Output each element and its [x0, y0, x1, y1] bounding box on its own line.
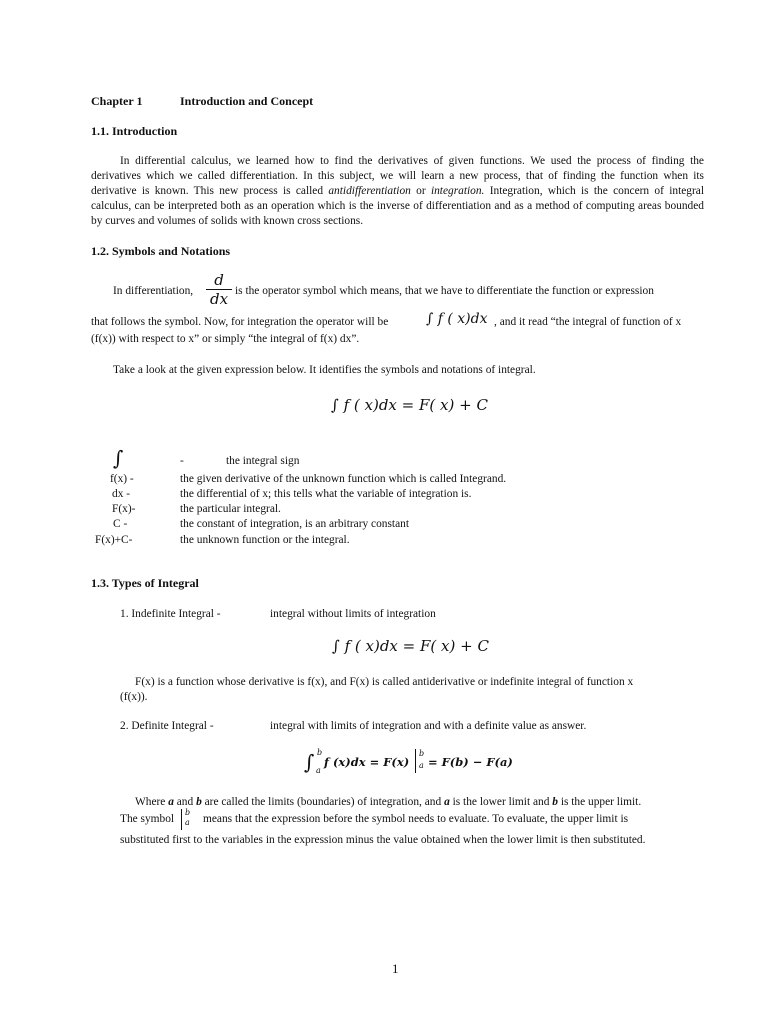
definite-desc: integral with limits of integration and with a definite value as answer. — [270, 720, 587, 732]
legend-desc: the unknown function or the integral. — [180, 534, 350, 546]
symbols-text-2a: that follows the symbol. Now, for integration the operator will be — [91, 316, 389, 328]
derivative-operator: d dx — [206, 272, 232, 307]
legend-desc: the differential of x; this tells what the variable of integration is. — [180, 488, 472, 500]
integral-operator: ∫ f ( x)dx — [426, 311, 488, 327]
evaluation-bar-symbol: b a — [181, 809, 195, 831]
symbols-text-1b: is the operator symbol which means, that we have to differentiate the function or expression — [235, 285, 654, 297]
page-number: 1 — [392, 961, 399, 976]
symbols-text-2b: , and it read “the integral of function of x — [494, 316, 682, 328]
integral-equation: ∫ f ( x)dx = F( x) + C — [331, 396, 488, 414]
legend-desc: the particular integral. — [180, 503, 281, 515]
legend-symbol: f(x) - — [110, 473, 134, 485]
document-page: Chapter 1 Introduction and Concept 1.1. Introduction In differential calculus, we learned how to find the derivatives of given functions. We used the process of finding the derivatives which we called differentiation. In this subject, we will learn a new process, that of finding the function when its derivative is known. This new process is called antidifferentiation or integration. Integration, which is the concern of integral calculus, can be interpreted both as an operation which is the inverse of differentiation and as a method of computing areas bounded by curves and volumes of solids with known cross sections. 1.2. Symbols and Notations In differentiation, d dx is the operator symbol which means, that we have to differentiate the function or expression that follows the symbol. Now, for integration the operator will be ∫ f ( x)dx , and it read “the integral of function of x (f(x)) with respect to x” or simply “the integral of f(x) dx”. Take a look at the given expression below. It identifies the symbols and notations of integral. ∫ f ( x)dx = F( x) + C ∫ - the integral sign f(x) - the given derivative of the unknown function which is called Integrand. dx - the differential of x; this tells what the variable of integration is. F(x)- the particular integral. C - the constant of integration, is an arbitrary constant F(x)+C- the unknown function or the integral. 1.3. Types of Integral 1. Indefinite Integral - integral without limits of integration ∫ f ( x)dx = F( x) + C F(x) is a function whose derivative is f(x), and F(x) is called antiderivative or indefinite integral of function x (f(x)). 2. Definite Integral - integral with limits of integration and with a definite value as answer. ∫ b a f (x)dx = F(x) b a = F(b) − F(a) Where a and b are called the limits (boundaries) of integration, and a is the lower limit and b is the upper limit. The symbol b a means that the expression before the symbol needs to evaluate. To evaluate, the upper limit is substituted first to the variables in the expression minus the value obtained when the lower limit is then substituted. 1 — [91, 94, 705, 976]
chapter-label: Chapter 1 — [91, 94, 143, 108]
definite-label: 2. Definite Integral - — [120, 720, 214, 732]
symbols-text-1a: In differentiation, — [113, 285, 194, 297]
legend-symbol: F(x)+C- — [95, 534, 133, 546]
indefinite-explanation-1: F(x) is a function whose derivative is f(x), and F(x) is called antiderivative or indefinite integral of function x — [135, 676, 634, 688]
indefinite-label: 1. Indefinite Integral - — [120, 608, 221, 620]
symbol-text-b: means that the expression before the symbol needs to evaluate. To evaluate, the upper limit is — [203, 813, 629, 825]
symbol-text-c: substituted first to the variables in the expression minus the value obtained when the lower limit is then substituted. — [120, 834, 646, 846]
legend-desc: the given derivative of the unknown function which is called Integrand. — [180, 473, 507, 485]
legend-desc: the integral sign — [226, 455, 300, 467]
legend-symbol: C - — [113, 518, 128, 530]
indefinite-explanation-2: (f(x)). — [120, 691, 148, 703]
limits-explanation: Where a and b are called the limits (boundaries) of integration, and a is the lower limit and b is the upper limit. — [135, 796, 642, 808]
legend-symbol: F(x)- — [112, 503, 136, 515]
symbols-text-3: (f(x)) with respect to x” or simply “the integral of f(x) dx”. — [91, 333, 360, 345]
section-heading-symbols: 1.2. Symbols and Notations — [91, 244, 231, 258]
legend-integral-sign: ∫ — [113, 446, 124, 470]
legend-desc: the constant of integration, is an arbitrary constant — [180, 518, 410, 530]
legend-symbol: dx - — [112, 488, 131, 500]
symbols-text-4: Take a look at the given expression below. It identifies the symbols and notations of integral. — [113, 364, 536, 376]
indefinite-equation: ∫ f ( x)dx = F( x) + C — [332, 637, 489, 655]
indefinite-desc: integral without limits of integration — [270, 608, 436, 620]
legend-dash: - — [180, 455, 184, 467]
chapter-title: Introduction and Concept — [180, 94, 314, 108]
section-heading-types: 1.3. Types of Integral — [91, 576, 199, 590]
section-heading-intro: 1.1. Introduction — [91, 124, 178, 138]
symbol-text-a: The symbol — [120, 813, 175, 825]
intro-paragraph: In differential calculus, we learned how to find the derivatives of given functions. We used the process of finding the derivatives which we called differentiation. In this subject, we will learn a new process, that of finding the function when its derivative is known. This new process is called antidifferentiation or integration. Integration, which is the concern of integral calculus, can be interpreted both as an operation which is the inverse of differentiation and as a method of computing areas bounded by curves and volumes of solids with known cross sections. — [91, 155, 705, 227]
